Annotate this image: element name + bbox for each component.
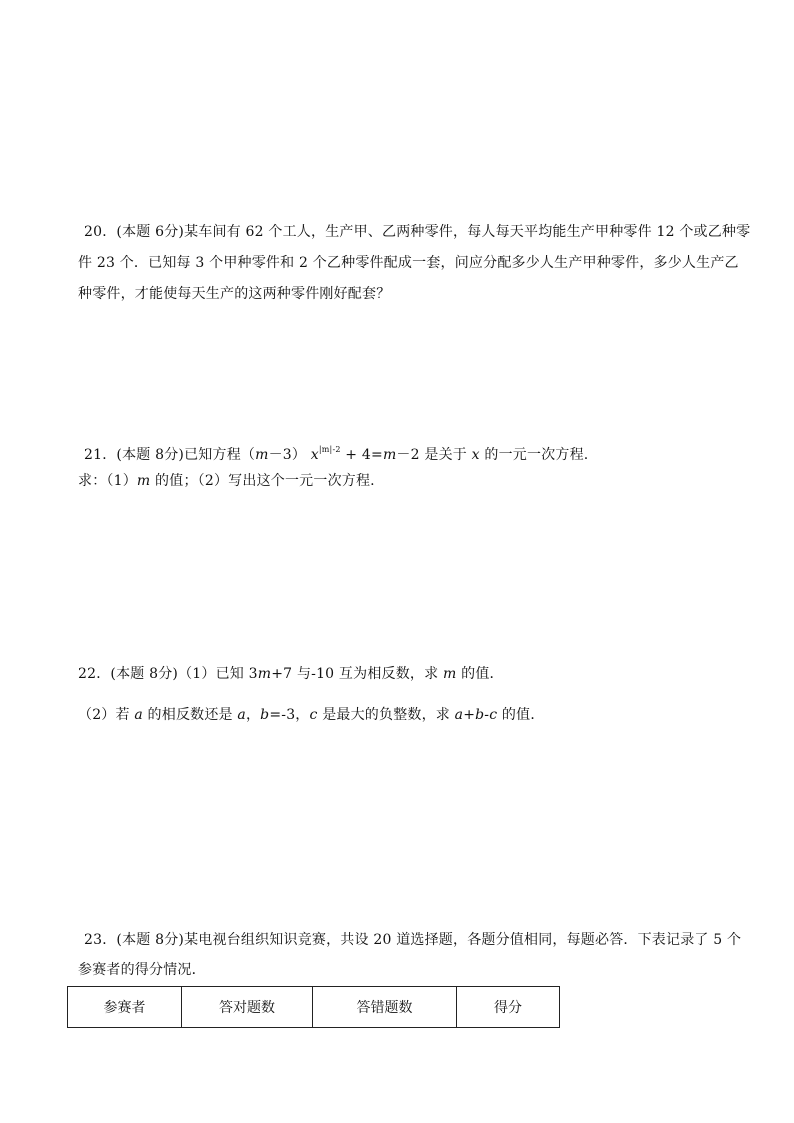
table-header-cell: 答对题数 xyxy=(182,987,313,1028)
q21-var-m: m xyxy=(255,447,269,463)
q20-line-2: 件 23 个．已知每 3 个甲种零件和 2 个乙种零件配成一套，问应分配多少人生产甲种零件，多少人生产乙 xyxy=(78,255,739,271)
q22-line1-m2: m xyxy=(442,666,457,682)
q22-var-b: b xyxy=(260,707,270,723)
q22-line2-f: 的值． xyxy=(497,707,545,723)
score-table xyxy=(67,986,560,1028)
q22-line-2 xyxy=(78,705,545,725)
q22-line1-c: 的值． xyxy=(456,666,504,682)
q21-after-exp: + 4= xyxy=(340,447,383,463)
q21-prefix: 21．(本题 8分)已知方程（ xyxy=(84,447,256,463)
q21-line2-a: 求：（1） xyxy=(78,473,137,489)
q22-line2-c: ， xyxy=(245,707,261,723)
q21-var-x2: x xyxy=(471,447,480,463)
q20-line-3: 种零件，才能使每天生产的这两种零件刚好配套？ xyxy=(78,286,391,302)
q22-var-a: a xyxy=(134,707,143,723)
q23-line-1: 23．(本题 8分)某电视台组织知识竞赛，共设 20 道选择题，各题分值相同，每题必答．下表记录了 5 个 xyxy=(84,932,742,948)
q21-line-1 xyxy=(84,440,588,465)
q21-minus3: －3） xyxy=(268,447,307,463)
q21-tail: 的一元一次方程. xyxy=(479,447,589,463)
q22-line2-a: （2）若 xyxy=(78,707,135,723)
table-header-cell: 得分 xyxy=(457,987,560,1028)
q22-var-c: c xyxy=(309,707,318,723)
q22-line2-e: 是最大的负整数，求 xyxy=(317,707,455,723)
q22-line2-d: =-3， xyxy=(269,707,310,723)
q22-line1-b: +7 与-10 互为相反数，求 xyxy=(271,666,443,682)
q22-line2-b: 的相反数还是 xyxy=(142,707,238,723)
q22-line-1 xyxy=(78,664,504,684)
q21-rest: －2 是关于 xyxy=(396,447,472,463)
q21-exponent: |m|-2 xyxy=(318,445,341,454)
q21-line2-m: m xyxy=(136,473,151,489)
q20-line-1: 20．(本题 6分)某车间有 62 个工人，生产甲、乙两种零件，每人每天平均能生产甲种零件 12 个或乙种零 xyxy=(84,224,751,240)
q21-line2-b: 的值；（2）写出这个一元一次方程. xyxy=(150,473,375,489)
q23-line-2: 参赛者的得分情况． xyxy=(78,962,206,978)
q22-var-a2: a xyxy=(237,707,246,723)
q21-var-x: x xyxy=(310,447,319,463)
q21-var-m2: m xyxy=(382,447,397,463)
q22-expr: a+b-c xyxy=(454,707,498,723)
q22-line1-a: 22．(本题 8分)（1）已知 3 xyxy=(78,666,258,682)
table-header-cell: 答错题数 xyxy=(313,987,457,1028)
table-header-row xyxy=(68,987,560,1028)
q21-line-2 xyxy=(78,471,375,491)
table-header-cell: 参赛者 xyxy=(68,987,182,1028)
q22-line1-m: m xyxy=(257,666,272,682)
